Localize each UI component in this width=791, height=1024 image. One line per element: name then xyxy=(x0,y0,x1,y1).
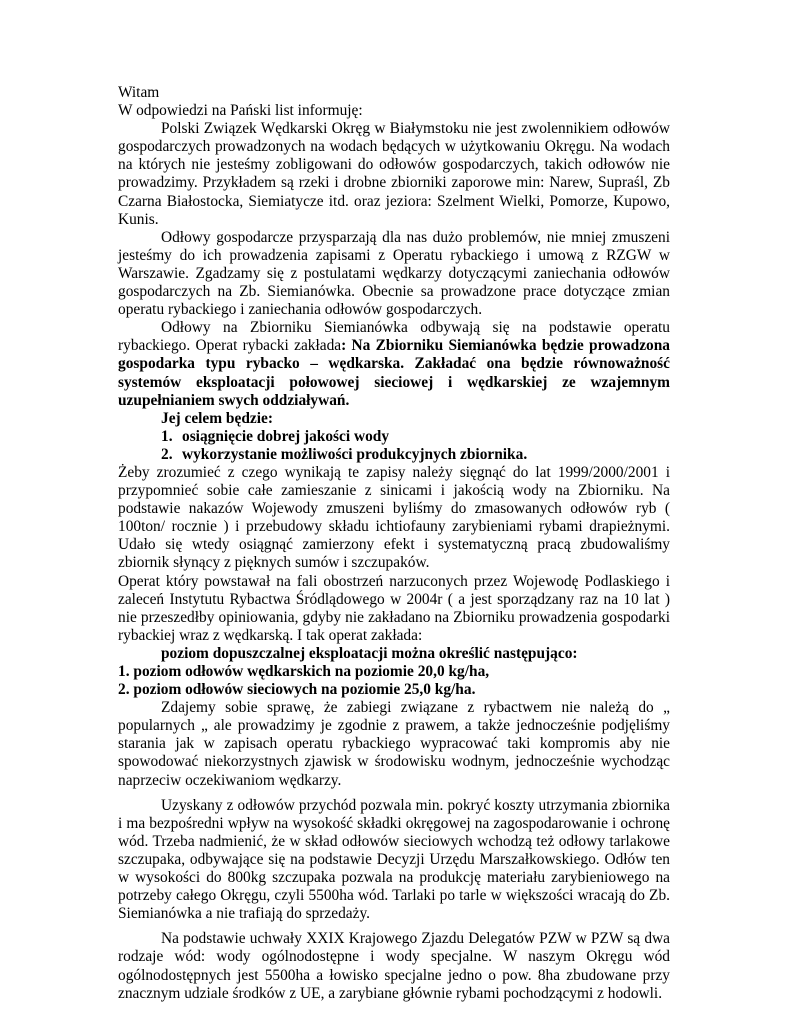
goal-number: 1. xyxy=(161,427,173,445)
goal-number: 2. xyxy=(161,445,173,463)
goal-item xyxy=(118,428,670,446)
limits-heading: poziom dopuszczalnej eksploatacji można określić następująco: xyxy=(161,644,578,662)
paragraph-2: Odłowy gospodarcze przysparzają dla nas dużo problemów, nie mniej zmuszeni jesteśmy do ich prowadzenia zapisami z Operatu rybackiego i umową z RZGW w Warszawie. Zgadzamy się z postulatami wędkarzy dotyczącymi zaniechania odłowów gospodarczych na Zb. Siemianówka. Obecnie sa prowadzone prace dotyczące zmian operatu rybackiego i zaniechania odłowów gospodarczych. xyxy=(118,228,670,319)
goal-text: wykorzystanie możliwości produkcyjnych zbiornika. xyxy=(182,445,528,463)
limit-2: 2. poziom odłowów sieciowych na poziomie 25,0 kg/ha. xyxy=(118,681,476,699)
intro-line: W odpowiedzi na Pański list informuję: xyxy=(118,102,363,120)
paragraph-3 xyxy=(118,319,670,409)
goal-text: osiągnięcie dobrej jakości wody xyxy=(182,427,390,445)
paragraph-6: Zdajemy sobie sprawę, że zabiegi związane z rybactwem nie należą do „ popularnych „ ale prowadzimy je zgodnie z prawem, a także jednocześnie podjęliśmy starania jak w zapisach operatu rybackiego wypracować taki kompromis aby nie spowodować niekorzystnych zjawisk w środowisku wodnym, jednocześnie wychodząc naprzeciw oczekiwaniom wędkarzy. xyxy=(118,699,670,789)
paragraph-1: Polski Związek Wędkarski Okręg w Białymstoku nie jest zwolennikiem odłowów gospodarczych prowadzonych na wodach będących w użytkowaniu Okręgu. Na wodach na których nie jesteśmy zobligowani do odłowów gospodarczych, takich odłowów nie prowadzimy. Przykładem są rzeki i drobne zbiorniki zaporowe min: Narew, Supraśl, Zb Czarna Białostocka, Siemiatycze itd. oraz jeziora: Szelment Wielki, Pomorze, Kupowo, Kunis. xyxy=(118,120,670,228)
goal-heading: Jej celem będzie: xyxy=(161,409,273,427)
paragraph-5: Operat który powstawał na fali obostrzeń narzuconych przez Wojewodę Podlaskiego i zaleceń Instytutu Rybactwa Śródlądowego w 2004r ( a jest sporządzany raz na 10 lat ) nie przeszedłby opiniowania, gdyby nie zakładano na Zbiorniku prowadzenia gospodarki rybackiej wraz z wędkarską. I tak operat zakłada: xyxy=(118,572,670,644)
paragraph-7: Uzyskany z odłowów przychód pozwala min. pokryć koszty utrzymania zbiornika i ma bezpośredni wpływ na wysokość składki okręgowej na zagospodarowanie i ochronę wód. Trzeba nadmienić, że w skład odłowów sieciowych wchodzą też odłowy tarlakowe szczupaka, odbywające się na podstawie Decyzji Urzędu Marszałkowskiego. Odłów ten w wysokości do 800kg szczupaka pozwala na produkcję materiału zarybieniowego na potrzeby całego Okręgu, czyli 5500ha wód. Tarlaki po tarle w większości wracają do Zb. Siemianówka a nie trafiają do sprzedaży. xyxy=(118,796,670,923)
paragraph-8: Na podstawie uchwały XXIX Krajowego Zjazdu Delegatów PZW w PZW są dwa rodzaje wód: wody ogólnodostępne i wody specjalne. W naszym Okręgu wód ogólnodostępnych jest 5500ha a łowisko specjalne jedno o pow. 8ha zbudowane przy znacznym udziale środków z UE, a zarybiane głównie rybami pochodzącymi z hodowli. xyxy=(118,930,670,1002)
greeting: Witam xyxy=(118,84,160,101)
paragraph-3-start: Odłowy na Zbiorniku Siemianówka odbywają się na podstawie operatu rybackiego. Operat rybacki zakłada xyxy=(118,319,670,355)
limit-1: 1. poziom odłowów wędkarskich na poziomie 20,0 kg/ha, xyxy=(118,663,490,680)
paragraph-4: Żeby zrozumieć z czego wynikają te zapisy należy sięgnąć do lat 1999/2000/2001 i przypomnieć sobie całe zamieszanie z sinicami i jakością wody na Zbiorniku. Na podstawie nakazów Wojewody zmuszeni byliśmy do zmasowanych odłowów ryb ( 100ton/ rocznie ) i przebudowy składu ichtiofauny zarybieniami rybami drapieżnymi. Udało się wtedy osiągnąć zamierzony efekt i systematyczną pracą zbudowaliśmy zbiornik słynący z pięknych sumów i szczupaków. xyxy=(118,463,670,572)
letter-body xyxy=(118,84,670,1003)
paragraph-3-bold: : Na Zbiorniku Siemianówka będzie prowadzona gospodarka typu rybacko – wędkarska. Zakładać ona będzie równoważność systemów eksploatacji połowowej sieciowej i wędkarskiej ze wzajemnym uzupełnianiem swych oddziaływań. xyxy=(118,337,671,409)
goal-item xyxy=(118,446,670,464)
